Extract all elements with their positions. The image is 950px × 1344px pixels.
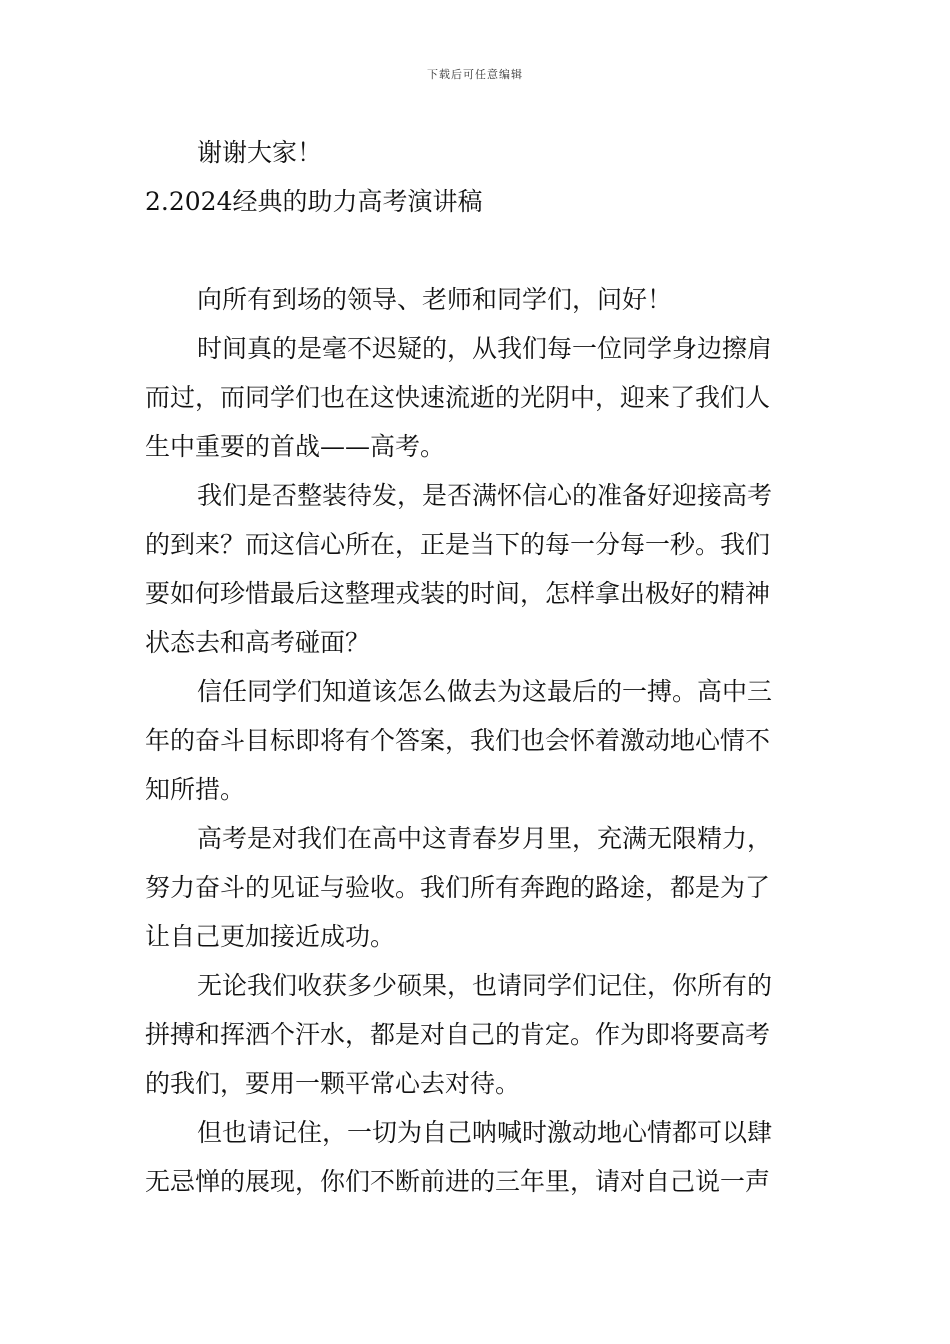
paragraph-line: 努力奋斗的见证与验收。我们所有奔跑的路途，都是为了: [145, 873, 771, 902]
paragraph-line: 状态去和高考碰面？: [145, 628, 371, 657]
paragraph-line: 无忌惮的展现，你们不断前进的三年里，请对自己说一声: [145, 1167, 771, 1196]
document-body: [145, 128, 807, 1206]
paragraph-line: 的我们，要用一颗平常心去对待。: [145, 1069, 521, 1098]
paragraph-line: 时间真的是毫不迟疑的，从我们每一位同学身边擦肩: [197, 334, 773, 363]
section-heading: 2.2024经典的助力高考演讲稿: [145, 187, 483, 216]
page-header: 下载后可任意编辑: [427, 68, 523, 81]
paragraph-line: 信任同学们知道该怎么做去为这最后的一搏。高中三: [197, 677, 773, 706]
blank-line: [145, 226, 807, 275]
paragraph-line: 我们是否整装待发，是否满怀信心的准备好迎接高考: [197, 481, 773, 510]
paragraph-line: 生中重要的首战——高考。: [145, 432, 446, 461]
paragraph-line: 拼搏和挥洒个汗水，都是对自己的肯定。作为即将要高考: [145, 1020, 771, 1049]
paragraph-line: 的到来？而这信心所在，正是当下的每一分每一秒。我们: [145, 530, 771, 559]
paragraph-line: 无论我们收获多少硕果，也请同学们记住，你所有的: [197, 971, 773, 1000]
closing-line: 谢谢大家！: [197, 138, 323, 167]
paragraph-line: 让自己更加接近成功。: [145, 922, 396, 951]
paragraph-line: 而过，而同学们也在这快速流逝的光阴中，迎来了我们人: [145, 383, 771, 412]
paragraph-line: 知所措。: [145, 775, 246, 804]
paragraph-line: 高考是对我们在高中这青春岁月里，充满无限精力，: [197, 824, 773, 853]
paragraph-line: 要如何珍惜最后这整理戎装的时间，怎样拿出极好的精神: [145, 579, 771, 608]
paragraph-line: 年的奋斗目标即将有个答案，我们也会怀着激动地心情不: [145, 726, 771, 755]
greeting-line: 向所有到场的领导、老师和同学们，问好！: [197, 285, 673, 314]
paragraph-line: 但也请记住，一切为自己呐喊时激动地心情都可以肆: [197, 1118, 773, 1147]
